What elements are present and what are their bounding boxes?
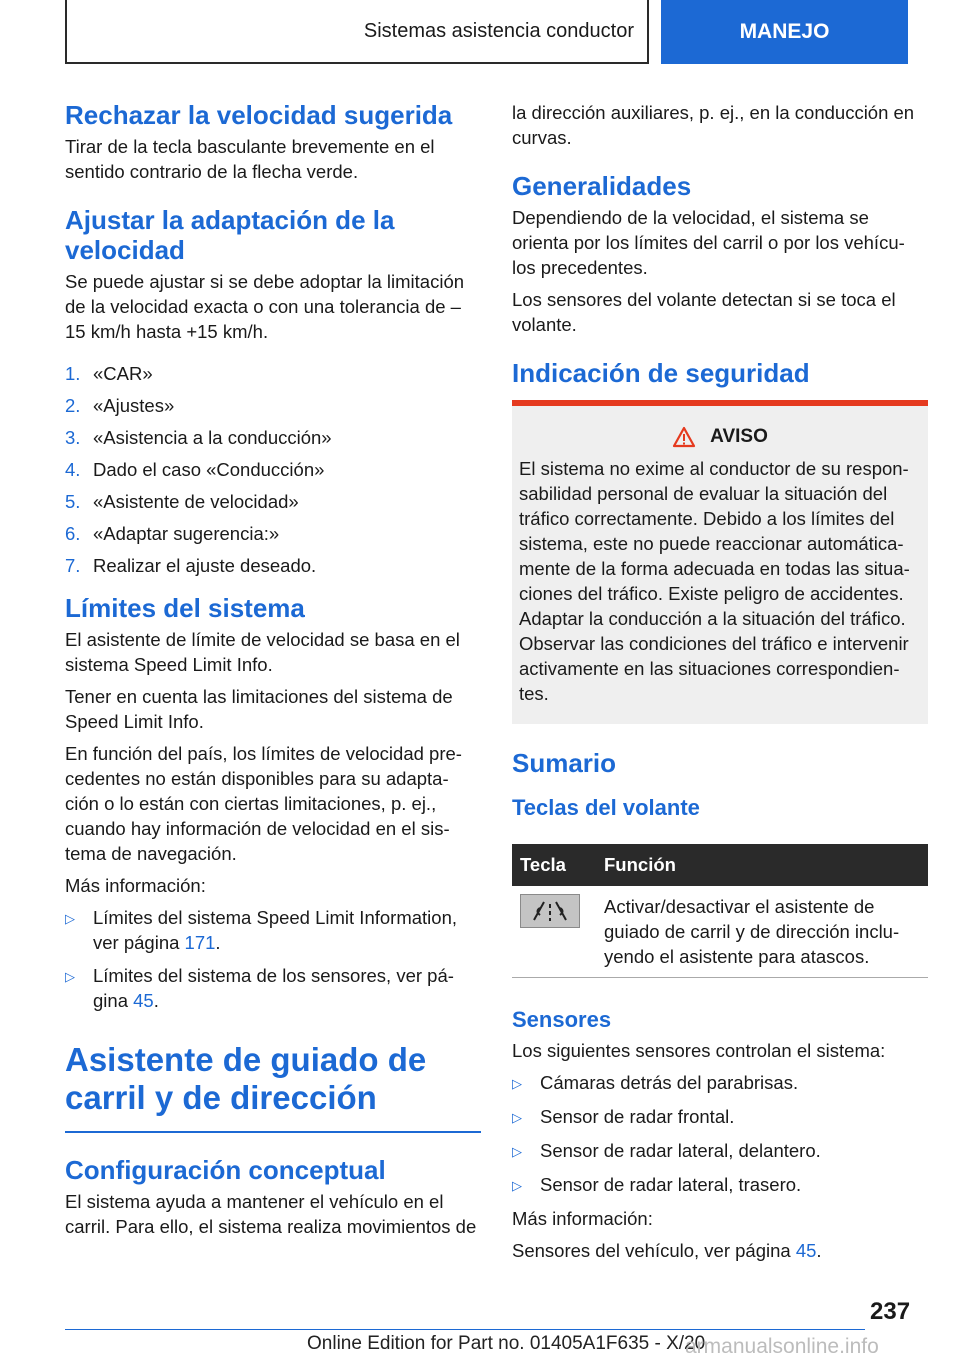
paragraph-sensors: Los siguientes sensores controlan el sistema: — [512, 1040, 886, 1061]
paragraph-continued: la dirección auxiliares, p. ej., en la conducción en curvas. — [512, 102, 915, 148]
watermark: armanualsonline.info — [685, 1335, 879, 1358]
warning-label: AVISO — [710, 426, 768, 447]
step-text: «Asistente de velocidad» — [93, 491, 299, 512]
table-header-function: Función — [591, 844, 928, 886]
list-item — [512, 1138, 928, 1164]
step-number: 2. — [65, 395, 81, 416]
paragraph-limits-1: El asistente de límite de velocidad se basa en el sistema Speed Limit Info. — [65, 629, 460, 675]
list-item — [512, 1070, 928, 1096]
paragraph-general-1: Dependiendo de la velocidad, el sistema se orienta por los límites del carril o por los vehícu-los precedentes. — [512, 207, 905, 278]
paragraph-adjust-speed: Se puede ajustar si se debe adoptar la limitación de la velocidad exacta o con una tolerancia de –15 km/h hasta +15 km/h. — [65, 271, 465, 342]
step-text: «CAR» — [93, 363, 153, 384]
footer-edition: Online Edition for Part no. 01405A1F635 - X/20 — [307, 1333, 706, 1354]
right-column — [512, 100, 928, 1270]
more-info-label: Más información: — [512, 1208, 653, 1229]
heading-sensors: Sensores — [512, 1007, 612, 1032]
triangle-bullet-icon: ▷ — [512, 1076, 522, 1091]
list-item — [65, 361, 481, 386]
heading-system-limits: Límites del sistema — [65, 593, 305, 623]
sensor-text: Sensor de radar lateral, trasero. — [540, 1174, 802, 1195]
paragraph-limits-3: En función del país, los límites de velocidad pre-cedentes no están disponibles para su adapta-ción o lo están con ciertas limitaciones, p. ej., cuando hay información de velocidad en el sis-tema de navegación. — [65, 743, 462, 864]
list-item — [512, 1104, 928, 1130]
triangle-bullet-icon: ▷ — [512, 1178, 522, 1193]
triangle-bullet-icon: ▷ — [512, 1110, 522, 1125]
list-item — [65, 457, 481, 482]
step-number: 7. — [65, 555, 81, 576]
header-section-title: Sistemas asistencia conductor — [363, 19, 634, 42]
triangle-bullet-icon: ▷ — [65, 969, 75, 984]
sensor-text: Sensor de radar frontal. — [540, 1106, 735, 1127]
step-text: «Asistencia a la conducción» — [93, 427, 332, 448]
sensor-text: Cámaras detrás del parabrisas. — [540, 1072, 799, 1093]
heading-lane-steering-assistant: Asistente de guiado de carril y de dirección — [65, 1041, 427, 1116]
warning-triangle-icon — [672, 426, 696, 448]
table-header-key: Tecla — [512, 844, 591, 886]
bullet-text: Límites del sistema de los sensores, ver pá-gina 45. — [93, 965, 454, 1011]
header-chapter-label: MANEJO — [739, 20, 830, 43]
bullet-text: Límites del sistema Speed Limit Information, ver página 171. — [93, 907, 457, 953]
lane-assist-icon — [520, 894, 580, 928]
step-number: 4. — [65, 459, 81, 480]
table-header-row — [512, 844, 928, 886]
left-column — [65, 100, 481, 1246]
page-link-45[interactable]: 45 — [795, 1240, 817, 1261]
list-item — [512, 1172, 928, 1198]
heading-concept: Configuración conceptual — [65, 1155, 386, 1185]
page-link-45[interactable]: 45 — [133, 990, 154, 1011]
triangle-bullet-icon: ▷ — [512, 1144, 522, 1159]
triangle-bullet-icon: ▷ — [65, 911, 75, 926]
heading-general: Generalidades — [512, 171, 692, 201]
list-item — [65, 905, 481, 955]
table-row — [512, 886, 928, 978]
list-item — [65, 553, 481, 578]
paragraph-reject-speed: Tirar de la tecla basculante brevemente en el sentido contrario de la flecha verde. — [65, 136, 435, 182]
paragraph-limits-2: Tener en cuenta las limitaciones del sistema de Speed Limit Info. — [65, 686, 453, 732]
heading-steering-keys: Teclas del volante — [512, 795, 700, 820]
settings-steps-list — [65, 361, 481, 578]
paragraph-concept: El sistema ayuda a mantener el vehículo en el carril. Para ello, el sistema realiza movimientos de — [65, 1191, 477, 1237]
limits-reference-list — [65, 905, 481, 1013]
header-chapter-tab[interactable] — [661, 0, 908, 64]
sensors-list — [512, 1070, 928, 1198]
step-number: 6. — [65, 523, 81, 544]
paragraph-general-2: Los sensores del volante detectan si se toca el volante. — [512, 289, 896, 335]
warning-header — [519, 426, 921, 448]
steering-keys-table — [512, 844, 928, 978]
step-number: 5. — [65, 491, 81, 512]
table-cell-function: Activar/desactivar el asistente de guiado de carril y de dirección inclu-yendo el asistente para atascos. — [591, 886, 928, 978]
list-item — [65, 489, 481, 514]
heading-safety: Indicación de seguridad — [512, 358, 810, 388]
step-number: 1. — [65, 363, 81, 384]
warning-text: El sistema no exime al conductor de su respon-sabilidad personal de evaluar la situación del tráfico correctamente. Debido a los límites del sistema, este no puede reaccionar automática-mente de la forma adecuada en todas las situa-ciones del tráfico. Existe peligro de accidentes. Adaptar la conducción a la situación del tráfico. Observar las condiciones del tráfico e intervenir activamente en las situaciones correspondien-tes. — [519, 458, 910, 704]
header-section-tab — [65, 0, 649, 64]
list-item — [65, 963, 481, 1013]
step-text: «Adaptar sugerencia:» — [93, 523, 280, 544]
page-link-171[interactable]: 171 — [184, 932, 216, 953]
page-number: 237 — [870, 1298, 911, 1325]
step-text: Realizar el ajuste deseado. — [93, 555, 317, 576]
heading-summary: Sumario — [512, 748, 617, 778]
more-info-label: Más información: — [65, 875, 206, 896]
heading-adjust-speed: Ajustar la adaptación de la velocidad — [65, 205, 395, 265]
step-text: «Ajustes» — [93, 395, 175, 416]
step-number: 3. — [65, 427, 81, 448]
list-item — [65, 425, 481, 450]
warning-box — [512, 400, 928, 724]
step-text: Dado el caso «Conducción» — [93, 459, 325, 480]
list-item — [65, 521, 481, 546]
list-item — [65, 393, 481, 418]
vehicle-sensors-ref: Sensores del vehículo, ver página 45. — [512, 1240, 822, 1261]
footer-divider — [65, 1329, 865, 1330]
heading-reject-speed: Rechazar la velocidad sugerida — [65, 100, 453, 130]
sensor-text: Sensor de radar lateral, delantero. — [540, 1140, 821, 1161]
